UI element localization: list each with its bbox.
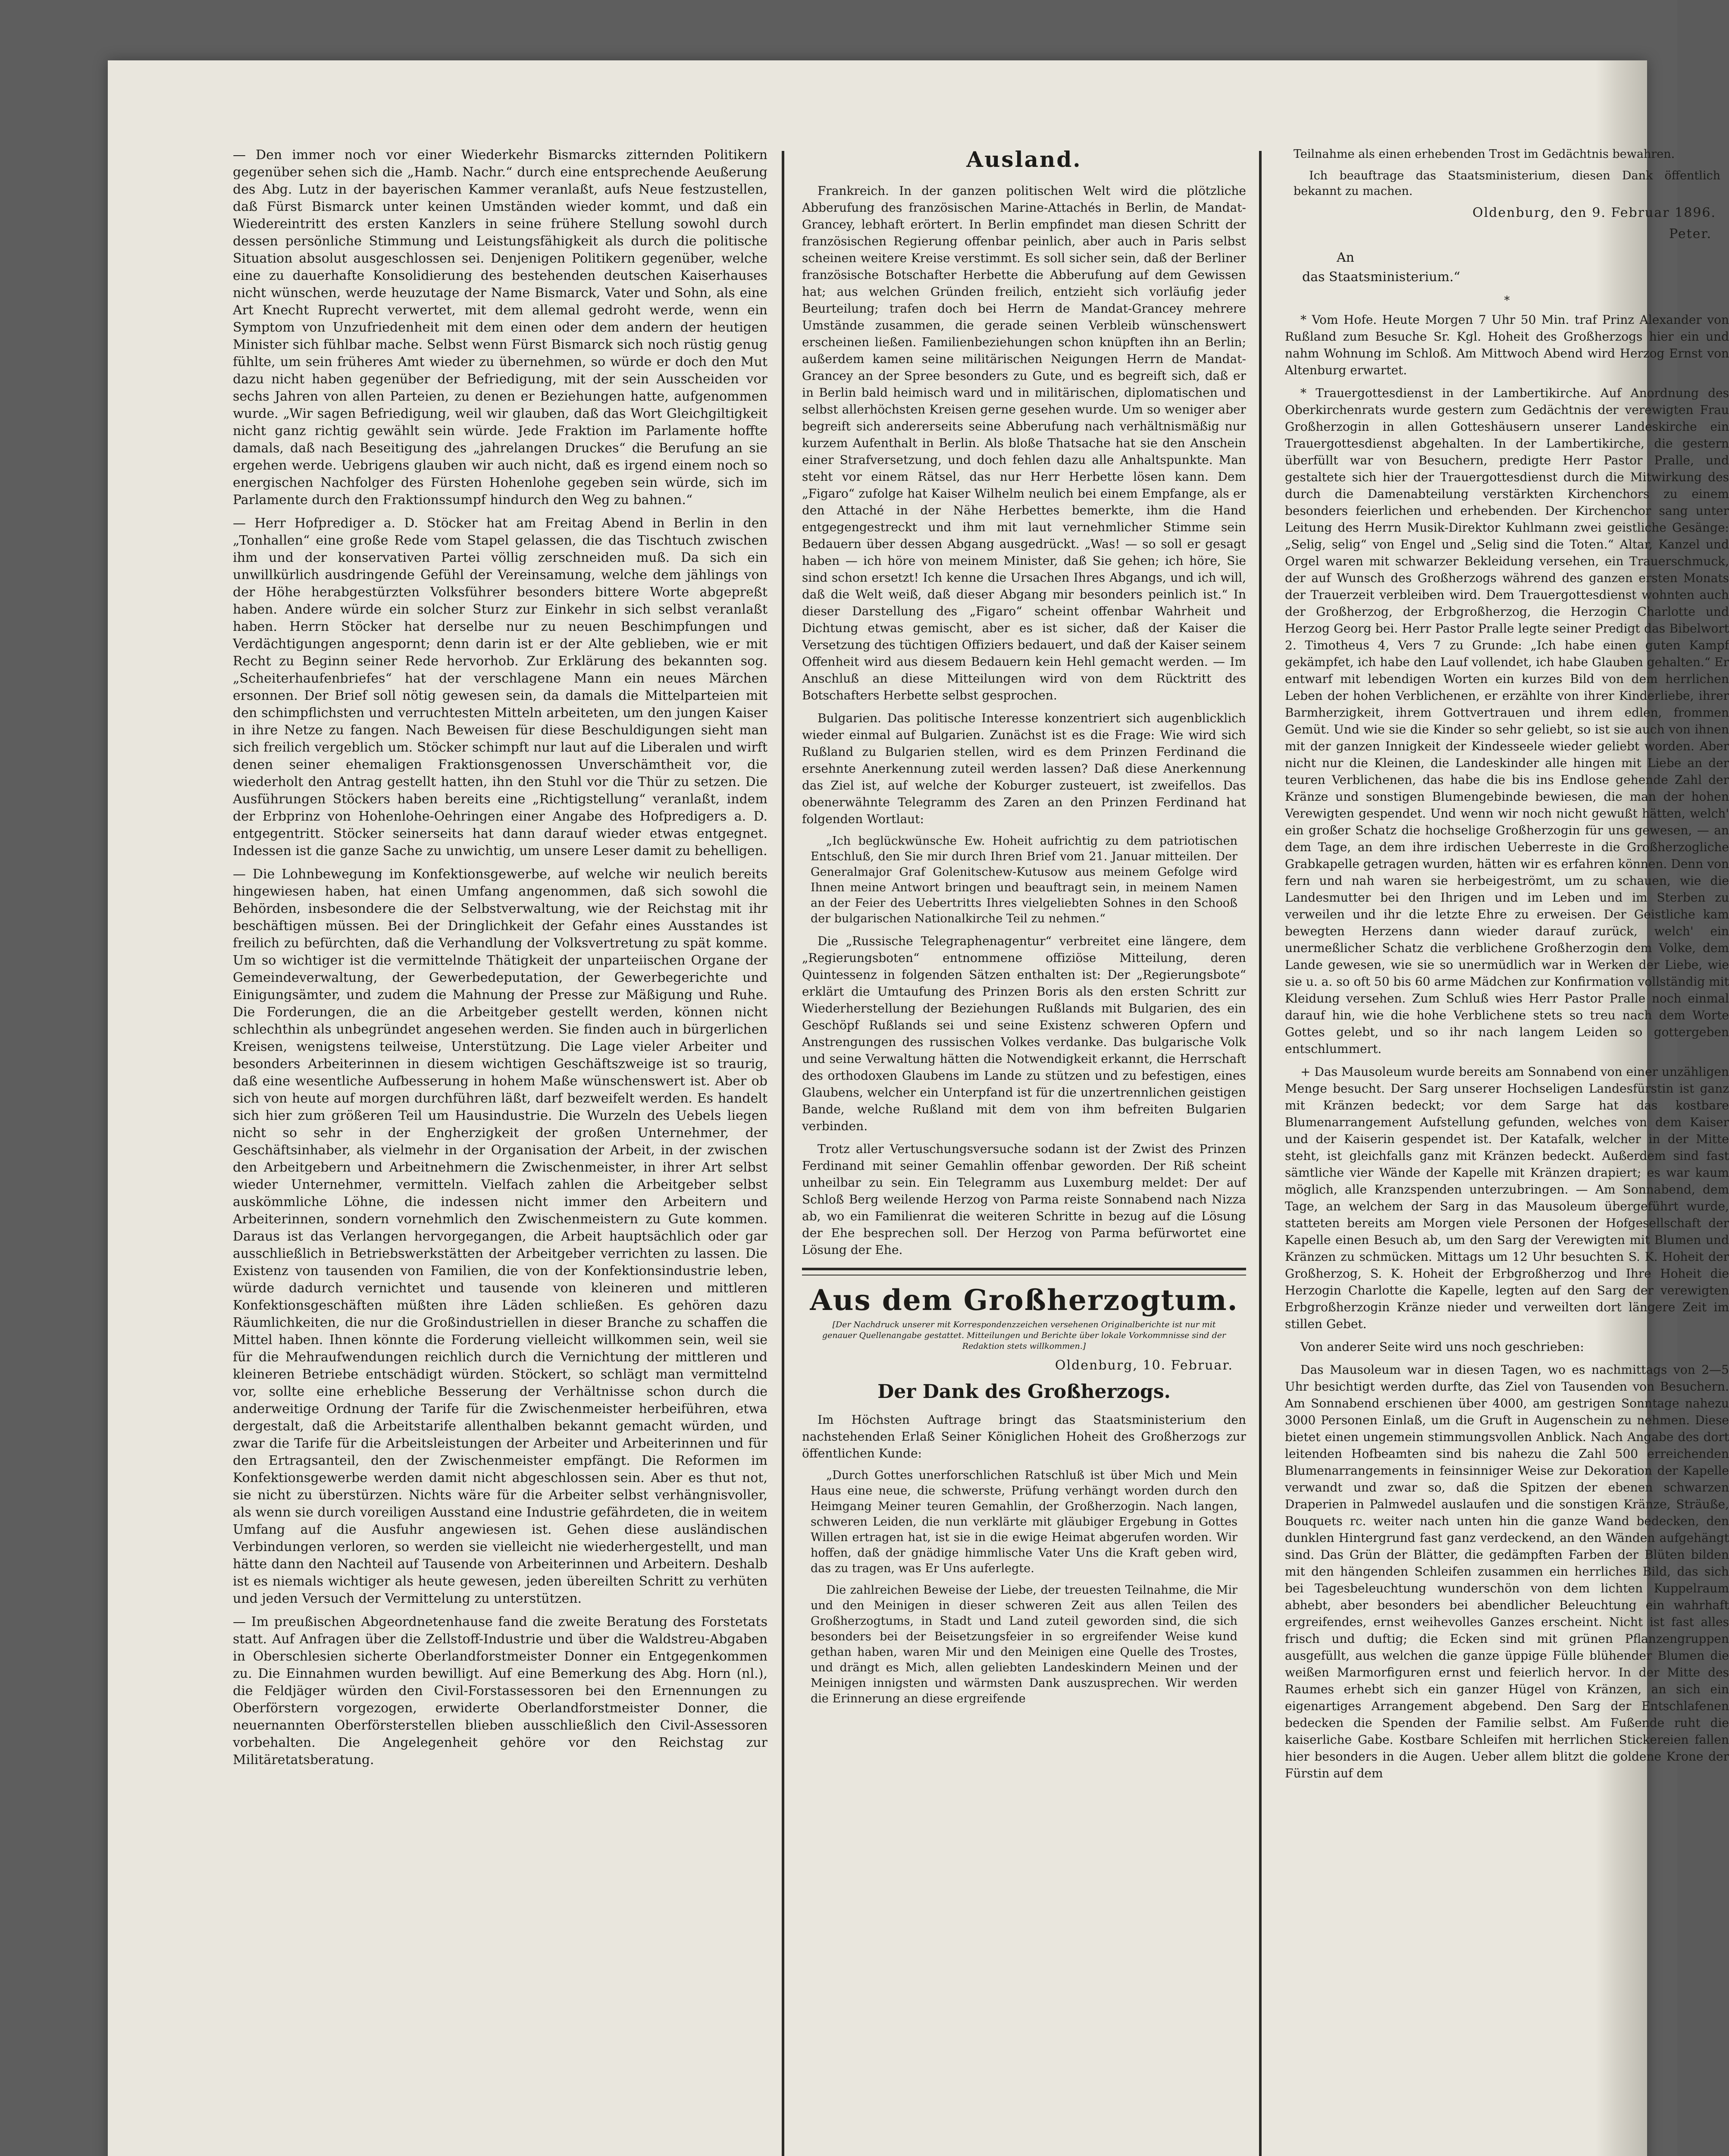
section-heading-ausland: Ausland. (966, 147, 1082, 172)
newspaper-page (108, 60, 1729, 2156)
quote-grossherzog-continued (1285, 147, 1729, 199)
address-recipient: das Staatsministerium.“ (1302, 270, 1460, 285)
article-bismarck: — Den immer noch vor einer Wiederkehr Bismarcks zitternden Politikern gegenüber sehen sich die „Hamb. Nachr.“ durch eine entsprechende Aeußerung des Abg. Lutz in der bayerischen Kammer veranlaßt, aufs Neue festzustellen, daß Fürst Bismarck unter keinen Umständen wieder kommt, und daß ein Wiedereintritt des ersten Kanzlers in seine frühere Stellung sowohl durch dessen persönliche Stimmung und Leistungsfähigkeit als durch die politische Situation absolut ausgeschlossen sei. Denjenigen Politikern gegenüber, welche eine zu dauerhafte Konsolidierung des bestehenden deutschen Kaiserhauses nicht wünschen, werde heuzutage der Name Bismarck, Vater und Sohn, als eine Art Knecht Ruprecht verwertet, mit dem allemal gedroht werde, wenn ein Symptom von Unzufriedenheit mit dem einen oder dem andern der heutigen Minister sich fühlbar mache. Selbst wenn Fürst Bismarck sich noch rüstig genug fühlte, um sein früheres Amt wieder zu übernehmen, so würde er doch den Mut dazu nicht haben gegenüber der Befriedigung, mit der sein Ausscheiden vor sechs Jahren von allen Parteien, zu denen er Beziehungen hatte, aufgenommen wurde. „Wir sagen Befriedigung, weil wir glauben, daß das Wort Gleichgiltigkeit nicht ganz richtig gewählt sein würde. Jede Fraktion im Parlamente hoffte damals, daß nach Beseitigung des „jahrelangen Druckes“ die Berufung an sie ergehen werde. Uebrigens glauben wir auch nicht, daß es irgend einem noch so energischen Nachfolger des Fürsten Hohenlohe gegeben sein würde, sich im Parlamente durch den Fraktionssumpf hindurch den Weg zu bahnen.“ (233, 147, 767, 508)
article-heading-dank: Der Dank des Großherzogs. (877, 1381, 1171, 1403)
article-mausoleum: + Das Mausoleum wurde bereits am Sonnabend von einer unzähligen Menge besucht. Der Sarg unserer Hochseligen Landesfürstin ist ganz mit Kränzen bedeckt; vor dem Sarge hat das kostbare Blumenarrangement Aufstellung gefunden, welches von dem Kaiser und der Kaiserin gespendet ist. Der Katafalk, welcher in der Mitte steht, ist gleichfalls ganz mit Kränzen bedeckt. Außerdem sind fast sämtliche vier Wände der Kapelle mit Kränzen drapiert; es war kaum möglich, alle Kranzspenden unterzubringen. — Am Sonnabend, dem Tage, an welchem der Sarg in das Mausoleum übergeführt wurde, statteten bereits am Morgen viele Personen der Hofgesellschaft der Kapelle einen Besuch ab, um den Sarg der Verewigten mit Blumen und Kränzen zu schmücken. Mittags um 12 Uhr besuchten S. K. Hoheit der Großherzog, S. K. Hoheit der Erbgroßherzog und Ihre Hoheit die Herzogin Charlotte die Kapelle, legten auf den Sarg der verewigten Erbgroßherzogin Kränze nieder und verweilten dort längere Zeit im stillen Gebet. (1285, 1065, 1729, 1331)
dateline: Oldenburg, 10. Februar. (1055, 1358, 1233, 1373)
article-konfektion: — Die Lohnbewegung im Konfektionsgewerbe, auf welche wir neulich bereits hingewiesen haben, hat einen Umfang angenommen, daß sich sowohl die Behörden, insbesondere die der Selbstverwaltung, wie der Reichstag mit ihr beschäftigen müssen. Bei der Dringlichkeit der Gefahr eines Ausstandes ist freilich zu befürchten, daß die Verhandlung der Volksvertretung zu spät komme. Um so wichtiger ist die vermittelnde Thätigkeit der unparteiischen Organe der Gemeindeverwaltung, der Gewerbedeputation, der Gewerbegerichte und Einigungsämter, und zudem die Mahnung der Presse zur Mäßigung und Ruhe. Die Forderungen, die an die Arbeitgeber gestellt werden, können nicht schlechthin als unbegründet angesehen werden. Sie finden auch in bürgerlichen Kreisen, wenigstens teilweise, Unterstützung. Die Lage vieler Arbeiter und besonders Arbeiterinnen in diesem wichtigen Geschäftszweige ist so traurig, daß eine wesentliche Aufbesserung in hohem Maße wünschenswert ist. Aber ob sich von heute auf morgen durchführen läßt, darf bezweifelt werden. Es handelt sich hier zum größeren Teil um Hausindustrie. Die Wurzeln des Uebels liegen nicht so sehr in der Engherzigkeit der großen Unternehmer, der Geschäftsinhaber, als vielmehr in der Organisation der Arbeit, in der zwischen den Arbeitgebern und Arbeitnehmern die Zwischenmeister, in ihrer Art selbst wieder Unternehmer, vermitteln. Vielfach zahlen die Arbeitgeber selbst auskömmliche Löhne, die indessen nicht immer den Arbeitern und Arbeiterinnen, sondern vornehmlich den Zwischenmeistern zu Gute kommen. Daraus ist das Verlangen hervorgegangen, die Arbeit hauptsächlich oder gar ausschließlich in Betriebswerkstätten der Arbeitgeber verrichten zu lassen. Die Existenz von tausenden von Familien, die von der Konfektionsindustrie leben, würde dadurch vernichtet und tausende von kleineren und mittleren Konfektionsgeschäften müßten ihre Läden schließen. Es gehören dazu Räumlichkeiten, die nur die Großindustriellen in dieser Branche zu schaffen die Mittel haben. Ihnen könnte die Forderung vielleicht willkommen sein, weil sie für die Mehraufwendungen reichlich durch die Vernichtung der mittleren und kleineren Betriebe entschädigt würden. Stöckert, so schlägt man vermittelnd vor, sollte eine erhebliche Besserung der Verhältnisse schon durch die anderweitige Ordnung der Tarife für die Zwischenmeister herbeiführen, etwa dergestalt, daß die Arbeitstarife allenthalben bekannt gemacht würden, und zwar die Tarife für die Arbeitsleistungen der Arbeiter und Arbeiterinnen und für den Ertragsanteil, den der Zwischenmeister empfängt. Die Reformen im Konfektionsgewerbe werden damit nicht abgeschlossen sein. Aber es thut not, sie nicht zu überstürzen. Nichts wäre für die Arbeiter selbst verhängnisvoller, als wenn sie durch voreiligen Ausstand eine Industrie gefährdeten, die in weitem Umfang auf die Ausfuhr angewiesen ist. Gehen diese ausländischen Verbindungen verloren, so werden sie vielleicht nie wiederhergestellt, und man hätte dann den Nachteil auf Tausende von Arbeiterinnen und Arbeitern. Deshalb ist es niemals wichtiger als heute gewesen, jeden übereilten Schritt zu verhüten und jeden Versuch der Vermittelung zu unterstützen. (233, 867, 767, 1606)
article-stoecker: — Herr Hofprediger a. D. Stöcker hat am Freitag Abend in Berlin in den „Tonhallen“ eine große Rede vom Stapel gelassen, die das Tischtuch zwischen ihm und der konservativen Partei völlig zerschneiden muß. Da sich ein unwillkürlich ausdringende Gefühl der Vereinsamung, welche dem jählings von der Höhe herabgestürzten Volksführer besonders bittere Worte abgepreßt haben. Andere würde ein solcher Sturz zur Einkehr in sich selbst veranlaßt haben. Herrn Stöcker hat derselbe nur zu neuen Beschimpfungen und Verdächtigungen angespornt; denn darin ist er der Alte geblieben, wie er mit Recht zu Beginn seiner Rede hervorhob. Zur Erklärung des bekannten sog. „Scheiterhaufenbriefes“ hat der verschlagene Mann ein neues Märchen ersonnen. Der Brief soll nötig gewesen sein, da damals die Mittelparteien mit den schimpflichsten und verruchtesten Mitteln arbeiteten, um den jungen Kaiser in ihre Netze zu fangen. Nach Beweisen für diese Beschuldigungen sieht man sich freilich vergeblich um. Stöcker schimpft nur laut auf die Liberalen und wirft denen seiner ehemaligen Fraktionsgenossen Unverschämtheit vor, die wiederholt den Antrag gestellt hatten, ihn den Stuhl vor die Thür zu setzen. Die Ausführungen Stöckers haben bereits eine „Richtigstellung“ veranlaßt, indem der Erbprinz von Hohenlohe-Oehringen einer Angabe des Hofpredigers a. D. entgegentritt. Stöcker seinerseits hat dann darauf wieder etwas entgegnet. Indessen ist die ganze Sache zu unwichtig, um unsere Leser damit zu behelligen. (233, 516, 767, 859)
article-vom-hofe: * Vom Hofe. Heute Morgen 7 Uhr 50 Min. traf Prinz Alexander von Rußland zum Besuche Sr. Kgl. Hoheit des Großherzogs hier ein und nahm Wohnung im Schloß. Am Mittwoch Abend wird Herzog Ernst von Altenburg erwartet. (1285, 313, 1729, 377)
quote-zar-telegram (802, 834, 1246, 927)
dank-quote-2: Die zahlreichen Beweise der Liebe, der treuesten Teilnahme, die Mir und den Meinigen in dieser schweren Zeit aus allen Teilen des Großherzogtums, in Stadt und Land zuteil geworden sind, die sich besonders bei der Beisetzungsfeier in so ergreifender Weise kund gethan haben, waren Mir und den Meinigen eine Quelle des Trostes, und drängt es Mich, allen geliebten Landeskindern Meinen und der Meinigen innigsten und wärmsten Dank auszusprechen. Wir werden die Erinnerung an diese ergreifende (811, 1583, 1237, 1705)
dank-intro: Im Höchsten Auftrage bringt das Staatsministerium den nachstehenden Erlaß Seiner Königlichen Hoheit des Großherzogs zur öffentlichen Kunde: (802, 1413, 1246, 1460)
article-mausoleum-2: Von anderer Seite wird uns noch geschrieben: (1300, 1340, 1584, 1354)
article-trauergottesdienst: * Trauergottesdienst in der Lambertikirche. Auf Anordnung des Oberkirchenrats wurde gestern zum Gedächtnis der verewigten Frau Großherzogin in allen Gotteshäusern unserer Landeskirche ein Trauergottesdienst abgehalten. In der Lambertikirche, die gestern überfüllt war von Besuchern, predigte Herr Pastor Pralle, und gestaltete sich hier der Trauergottesdienst durch die Mitwirkung des durch die Damenabteilung verstärkten Kirchenchors zu einem besonders feierlichen und erhebenden. Der Kirchenchor sang unter Leitung des Herrn Musik-Direktor Kuhlmann zwei geistliche Gesänge: „Selig, selig“ von Engel und „Selig sind die Toten.“ Altar, Kanzel und Orgel waren mit schwarzer Bekleidung versehen, ein Trauerschmuck, der auf Wunsch des Großherzogs während des ganzen ersten Monats der Trauerzeit verbleiben wird. Dem Trauergottesdienst wohnten auch der Großherzog, der Erbgroßherzog, die Herzogin Charlotte und Herzog Georg bei. Herr Pastor Pralle legte seiner Predigt das Bibelwort 2. Timotheus 4, Vers 7 zu Grunde: „Ich habe einen guten Kampf gekämpfet, ich habe den Lauf vollendet, ich habe Glauben gehalten.“ Er entwarf mit lebendigen Worten ein kurzes Bild von dem herrlichen Leben der hohen Verblichenen, er erzählte von ihrer Kinderliebe, ihrer Barmherzigkeit, ihrem Gottvertrauen und ihrem edlen, frommen Gemüt. Und wie sie die Kinder so sehr geliebt, so ist sie auch von ihnen mit der ganzen Innigkeit der Kindesseele wieder geliebt worden. Aber nicht nur die Kleinen, die Landeskinder alle hingen mit Liebe an der teuren Verblichenen, das habe die bis ins Endlose gehende Zahl der Kränze und sonstigen Blumengebinde bewiesen, die man der hohen Verewigten gespendet. Und wenn wir noch nicht gewußt hätten, welch' ein großer Schatz die hochselige Großherzogin für uns gewesen, — an dem Tage, an dem ihre irdischen Ueberreste in die Großherzogliche Grabkapelle getragen wurden, hätten wir es erfahren können. Denn von fern und nah waren sie herbeigeströmt, um zu schauen, wie die Landesmutter bei den Ihrigen und im Leben und im Sterben zu verweilen und ihr die letzte Ehre zu erweisen. Der Geistliche kam bewegten Herzens dann wieder darauf zurück, welch' ein unermeßlicher Schatz die verblichene Großherzogin dem Volke, dem Lande gewesen, wie sie so unermüdlich war in Werken der Liebe, wie sie u. a. so oft 50 bis 60 arme Mädchen zur Konfirmation vollständig mit Kleidung versehen. Zum Schluß wies Herr Pastor Pralle noch einmal darauf hin, wie die hohe Verblichene stets so treu nach dem Worte Gottes gelebt, und so ihr nach langem Leiden so gottergeben entschlummert. (1285, 386, 1729, 1056)
dank-quote-4: Ich beauftrage das Staatsministerium, diesen Dank öffentlich bekannt zu machen. (1294, 169, 1720, 198)
article-frankreich: Frankreich. In der ganzen politischen Welt wird die plötzliche Abberufung des französischen Marine-Attachés in Berlin, de Mandat-Grancey, lebhaft erörtert. In Berlin empfindet man diesen Schritt der französischen Regierung offenbar peinlich, aber auch in Paris selbst scheinen weitere Kreise verstimmt. Es soll sicher sein, daß der Berliner französische Botschafter Herbette die Abberufung auf dem Gewissen hat; aus welchen Gründen freilich, entzieht sich vorläufig jeder Beurteilung; trafen doch bei Herrn de Mandat-Grancey mehrere Umstände zusammen, die gerade seinen Verbleib wünschenswert erscheinen ließen. Familienbeziehungen schon knüpften ihn an Berlin; außerdem kamen seine militärischen Neigungen Herrn de Mandat-Grancey an der Spree besonders zu Gute, und es begreift sich, daß er in Berlin bald heimisch ward und in militärischen, diplomatischen und selbst allerhöchsten Kreisen gerne gesehen wurde. Um so weniger aber begreift sich andererseits seine Abberufung nach verhältnismäßig nur kurzem Aufenthalt in Berlin. Als bloße Thatsache hat sie den Anschein einer Strafversetzung, und doch fehlen dazu alle Anhaltspunkte. Man steht vor einem Rätsel, das nur Herr Herbette lösen kann. Dem „Figaro“ zufolge hat Kaiser Wilhelm neulich bei einem Empfange, als er den Attaché in der Nähe Herbettes bemerkte, ihm die Hand entgegengestreckt und ihm mit laut vernehmlicher Stimme sein Bedauern über dessen Abgang ausgedrückt. „Was! — so soll er gesagt haben — ich höre von meinem Minister, daß Sie gehen; ich höre, Sie sind schon ersetzt! Ich kenne die Ursachen Ihres Abgangs, und ich will, daß die Welt weiß, daß dieser Abgang mir besonders peinlich ist.“ In dieser Darstellung des „Figaro“ scheint offenbar Wahrheit und Dichtung etwas gemischt, aber es ist sicher, daß der Kaiser die Versetzung des tüchtigen Offiziers bedauert, und daß der Kaiser seinem Offenheit wird aus diesem Bedauern kein Hehl gemacht werden. — Im Anschluß an diese Mitteilungen wird von dem Rücktritt des Botschafters Herbette selbst gesprochen. (802, 184, 1246, 702)
column-rule-left (782, 151, 784, 2156)
quote-grossherzog (802, 1468, 1246, 1707)
column-right (1285, 147, 1729, 2156)
article-mausoleum-3: Das Mausoleum war in diesen Tagen, wo es nachmittags von 2—5 Uhr besichtigt werden durfte, das Ziel von Tausenden von Besuchern. Am Sonnabend erschienen über 4000, am gestrigen Sonntage nahezu 3000 Personen Einlaß, um die Gruft in Augenschein zu nehmen. Diese bietet einen ungemein stimmungsvollen Anblick. Nach Angabe des dort leitenden Hofbeamten sind bis nahezu die Zahl 500 erreichenden Blumenarrangements in feinsinniger Weise zur Dekoration der Kapelle verwandt und zwar so, daß die Spitzen der ebenen schwarzen Draperien in Palmwedel auslaufen und die sonstigen Kränze, Sträuße, Bouquets rc. weiter nach unten hin die ganze Wand bedecken, den dunklen Hintergrund fast ganz verdeckend, an den Wänden aufgehängt sind. Das Grün der Blätter, die gedämpften Farben der Blüten bilden mit den hängenden Schleifen zusammen ein herrliches Bild, das sich bei Tagesbeleuchtung wunderschön von dem lichten Kuppelraum abhebt, aber besonders bei abendlicher Beleuchtung ein wahrhaft ergreifendes, ernst weihevolles Ganzes erscheint. Nicht ist fast alles frisch und duftig; die Ecken sind mit grünen Pflanzengruppen ausgefüllt, aus welchen die ganze üppige Fülle blühender Blumen die weißen Marmorfiguren ernst und feierlich hervor. In der Mitte des Raumes erhebt sich ein ganzer Hügel von Kränzen, an sich ein eigenartiges Arrangement abgebend. Den Sarg der Entschlafenen bedecken die Spenden der Familie selbst. Am Fußende ruht die kaiserliche Gabe. Kostbare Schleifen mit herrlichen Stickereien fallen hier besonders in die Augen. Ueber allem blitzt die goldene Krone der Fürstin auf dem (1285, 1363, 1729, 1780)
address-an: An (1337, 250, 1354, 265)
column-rule-right (1259, 151, 1262, 2156)
article-abgeordnetenhaus: — Im preußischen Abgeordnetenhause fand die zweite Beratung des Forstetats statt. Auf Anfragen über die Zellstoff-Industrie und über die Waldstreu-Abgaben in Oberschlesien sicherte Oberlandforstmeister Donner ein Entgegenkommen zu. Die Einnahmen wurden bewilligt. Auf eine Bemerkung des Abg. Horn (nl.), die Feldjäger würden den Civil-Forstassessoren bei den Ernennungen zu Oberförstern vorgezogen, erwiderte Oberlandforstmeister Donner, die neuernannten Oberförsterstellen blieben ausschließlich den Civil-Assessoren vorbehalten. Die Angelegenheit gehöre vor den Reichstag zur Militäretatsberatung. (233, 1614, 767, 1767)
article-bulgarien-3: Trotz aller Vertuschungsversuche sodann ist der Zwist des Prinzen Ferdinand mit seiner Gemahlin offenbar geworden. Der Riß scheint unheilbar zu sein. Ein Telegramm aus Luxemburg meldet: Der auf Schloß Berg weilende Herzog von Parma reiste Sonnabend nach Nizza ab, wo ein Familienrat die weiteren Schritte in bezug auf die Lösung der Ehe besprechen soll. Der Herzog von Parma befürwortet eine Lösung der Ehe. (802, 1142, 1246, 1257)
dank-quote-1: „Durch Gottes unerforschlichen Ratschluß ist über Mich und Mein Haus eine neue, die schwerste, Prüfung verhängt worden durch den Heimgang Meiner teuren Gemahlin, der Großherzogin. Nach langen, schweren Leiden, die nun verklärte mit gläubiger Ergebung in Gottes Willen ertragen hat, ist sie in die ewige Heimat abgerufen worden. Wir hoffen, daß der gnädige himmlische Vater Uns die Kraft geben wird, das zu tragen, was Er Uns auferlegte. (811, 1469, 1237, 1575)
dank-quote-3: Teilnahme als einen erhebenden Trost im Gedächtnis bewahren. (1294, 147, 1675, 161)
signature: Peter. (1669, 226, 1712, 241)
quote-dateline: Oldenburg, den 9. Februar 1896. (1472, 205, 1716, 220)
article-bulgarien-2: Die „Russische Telegraphenagentur“ verbreitet eine längere, dem „Regierungsboten“ entnommene offiziöse Mitteilung, deren Quintessenz in folgenden Sätzen enthalten ist: Der „Regierungsbote“ erklärt die Umtaufung des Prinzen Boris als den ersten Schritt zur Wiederherstellung der Beziehungen Rußlands mit Bulgarien, des ein Geschöpf Rußlands sei und seine Existenz schweren Opfern und Anstrengungen des russischen Volkes verdanke. Das bulgarische Volk und seine Verwaltung hätten die Notwendigkeit erkannt, die Herrschaft des orthodoxen Glaubens im Lande zu stützen und zu befestigen, eines Glaubens, welcher ein Unterpfand ist für die unzertrennlichen geistigen Bande, welche Rußland mit dem von ihm befreiten Bulgarien verbinden. (802, 934, 1246, 1133)
column-middle (802, 147, 1246, 2156)
section-heading-grossherzogtum: Aus dem Großherzogtum. (810, 1283, 1238, 1317)
quote-zar-text: „Ich beglückwünsche Ew. Hoheit aufrichtig zu dem patriotischen Entschluß, den Sie mir durch Ihren Brief vom 21. Januar mitteilen. Der Generalmajor Graf Golenitschew-Kutusow aus meinem Gefolge wird Ihnen meine Antwort bringen und beauftragt sein, in meinem Namen an der Feier des Uebertritts Ihres vielgeliebten Sohnes in den Schooß der bulgarischen Nationalkirche Teil zu nehmen.“ (811, 834, 1237, 925)
article-bulgarien: Bulgarien. Das politische Interesse konzentriert sich augenblicklich wieder einmal auf Bulgarien. Zunächst ist es die Frage: Wie wird sich Rußland zu Bulgarien stellen, wird es dem Prinzen Ferdinand die ersehnte Anerkennung zuteil werden lassen? Daß diese Anerkennung das Ziel ist, auf welche der Koburger zusteuert, ist zweifellos. Das obenerwähnte Telegramm des Zaren an den Prinzen Ferdinand hat folgenden Wortlaut: (802, 711, 1246, 826)
section-divider (802, 1268, 1246, 1275)
reprint-note: [Der Nachdruck unserer mit Korrespondenzzeichen versehenen Originalberichte ist nur mit genauer Quellenangabe gestattet. Mitteilungen und Berichte über lokale Vorkommnisse sind der Redaktion stets willkommen.] (822, 1320, 1226, 1351)
asterisk-separator: * (1504, 294, 1510, 307)
column-left (233, 147, 767, 2156)
